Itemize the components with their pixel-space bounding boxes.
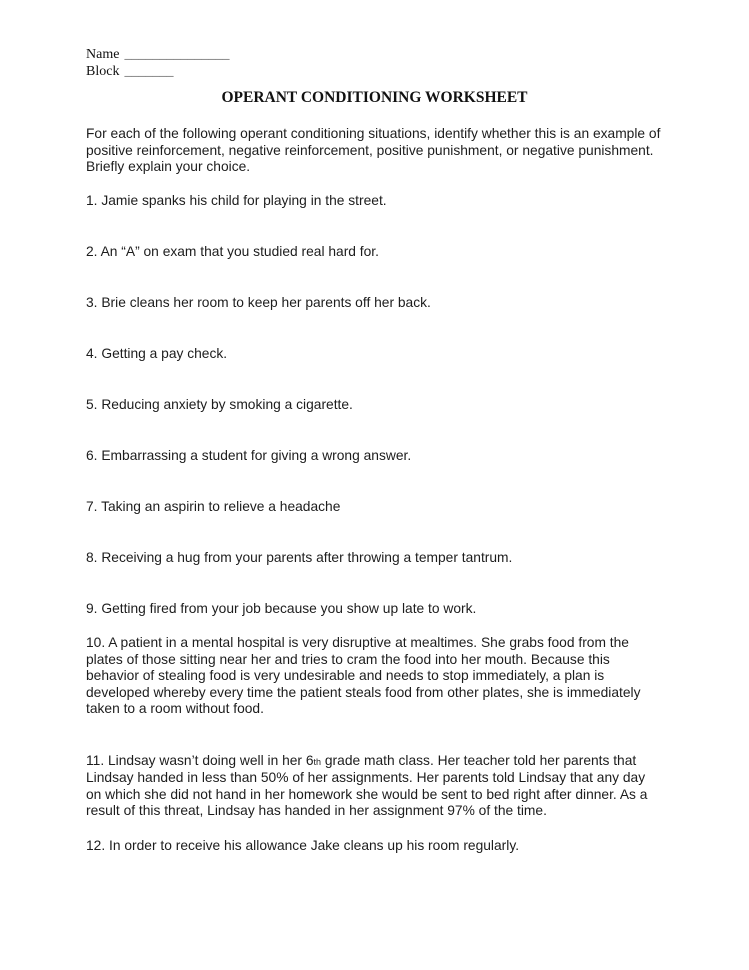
worksheet-item-2: 2. An “A” on exam that you studied real hard for. <box>86 243 379 259</box>
intro-paragraph: For each of the following operant conditioning situations, identify whether this is an example of positive reinforcement, negative reinforcement, positive punishment, or negative punishment. Briefly explain your choice. <box>86 126 661 174</box>
item-11-text-end: grade math class. Her teacher told her parents that Lindsay handed in less than 50% of her assignments. Her parents told Lindsay that any day on which she did not hand in her homework she would be sent to bed right after dinner. As a result of this threat, Lindsay has handed in her assignment 97% of the time. <box>86 752 648 818</box>
worksheet-item-6: 6. Embarrassing a student for giving a wrong answer. <box>86 447 412 463</box>
worksheet-item-1: 1. Jamie spanks his child for playing in the street. <box>86 192 387 208</box>
worksheet-item-9: 9. Getting fired from your job because you show up late to work. <box>86 600 477 616</box>
name-label: Name <box>86 47 120 62</box>
block-label: Block <box>86 64 120 79</box>
worksheet-item-8: 8. Receiving a hug from your parents after throwing a temper tantrum. <box>86 549 513 565</box>
block-blank: _______ <box>124 64 174 79</box>
worksheet-item-5: 5. Reducing anxiety by smoking a cigarette. <box>86 396 353 412</box>
block-line <box>86 63 663 80</box>
worksheet-item-11 <box>86 753 663 820</box>
page-title: OPERANT CONDITIONING WORKSHEET <box>221 89 528 106</box>
header-block <box>86 46 663 80</box>
item-11-ordinal-suffix: th <box>313 756 322 767</box>
worksheet-item-12: 12. In order to receive his allowance Jake cleans up his room regularly. <box>86 837 520 853</box>
worksheet-item-7: 7. Taking an aspirin to relieve a headache <box>86 498 341 514</box>
worksheet-item-4: 4. Getting a pay check. <box>86 345 228 361</box>
worksheet-item-10: 10. A patient in a mental hospital is very disruptive at mealtimes. She grabs food from the plates of those sitting near her and tries to cram the food into her mouth. Because this behavior of stealing food is very undesirable and needs to stop immediately, a plan is developed whereby every time the patient steals food from other plates, she is immediately taken to a room without food. <box>86 635 641 716</box>
item-11-text-start: 11. Lindsay wasn’t doing well in her 6 <box>86 752 314 768</box>
name-line <box>86 46 663 63</box>
name-blank: _______________ <box>124 47 230 62</box>
worksheet-item-3: 3. Brie cleans her room to keep her parents off her back. <box>86 294 431 310</box>
